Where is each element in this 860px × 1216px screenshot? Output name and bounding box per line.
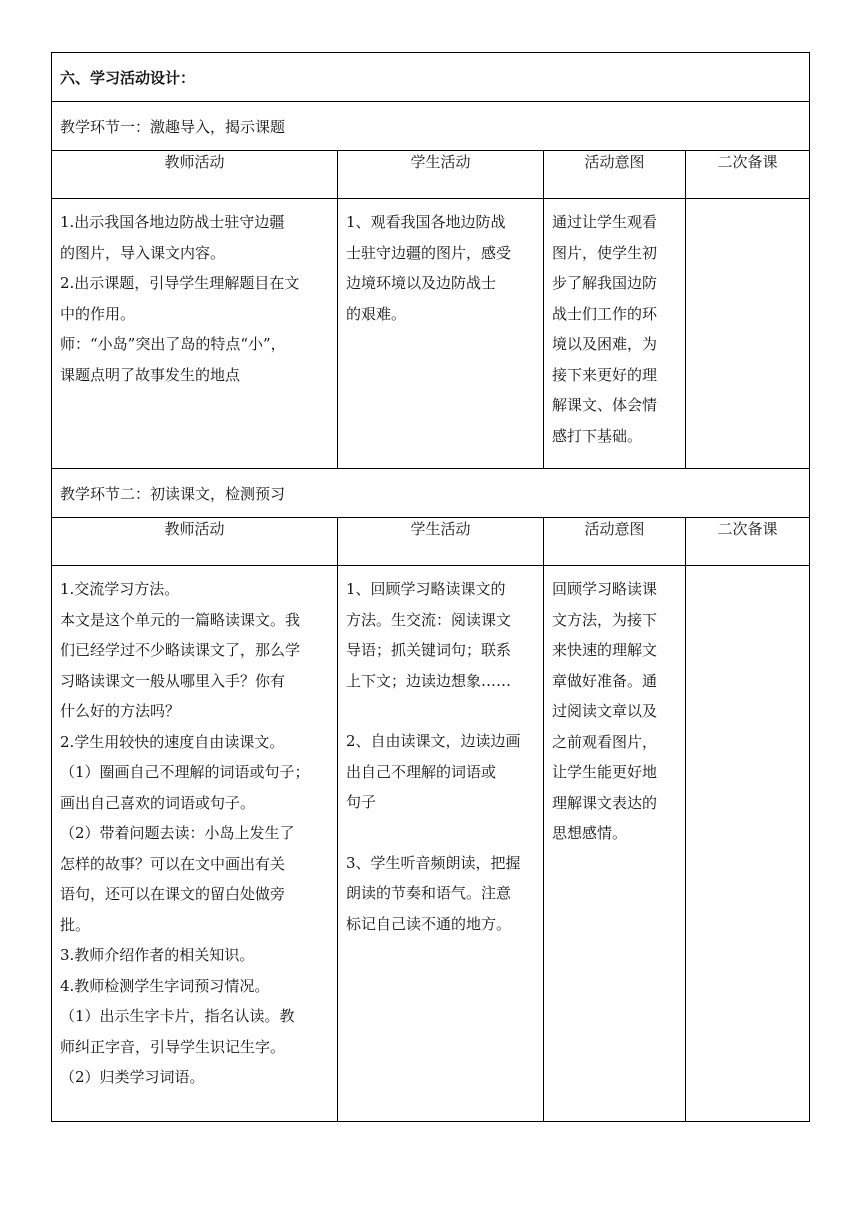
text-line: 回顾学习略读课	[552, 580, 658, 598]
text-line: 境以及困难，为	[552, 335, 658, 353]
text-line: 让学生能更好地	[552, 763, 658, 781]
text-line: 批。	[60, 915, 91, 934]
text-line: （1）圈画自己不理解的词语或句子；	[60, 763, 310, 781]
text-line: 语句，还可以在课文的留白处做旁	[60, 885, 286, 903]
text-line: 什么好的方法吗？	[60, 702, 181, 720]
header-activity-intent: 活动意图	[544, 518, 686, 566]
header-student-activity: 学生活动	[338, 518, 544, 566]
text-line: （2）归类学习词语。	[60, 1068, 205, 1086]
text-line: （2）带着问题去读：小岛上发生了	[60, 824, 295, 842]
stage-2-content-row	[52, 566, 810, 1122]
text-line: 1、观看我国各地边防战	[346, 213, 506, 231]
text-line: 思想感情。	[552, 824, 628, 842]
text-line: 1.出示我国各地边防战士驻守边疆	[60, 213, 285, 231]
header-student-activity: 学生活动	[338, 151, 544, 199]
text-line: 2.学生用较快的速度自由读课文。	[60, 732, 285, 751]
stage-2-header-row	[52, 518, 810, 566]
text-line: 的艰难。	[346, 304, 407, 323]
text-line: 战士们工作的环	[552, 304, 658, 323]
text-line: 士驻守边疆的图片，感受	[346, 243, 512, 262]
text-line: 文方法，为接下	[552, 610, 658, 629]
stage-1-title: 教学环节一：激趣导入，揭示课题	[52, 102, 810, 151]
stage-1-teacher-cell	[52, 199, 338, 469]
text-line: 步了解我国边防	[552, 274, 658, 292]
text-line: 通过让学生观看	[552, 213, 658, 231]
text-line: 标记自己读不通的地方。	[346, 914, 512, 933]
stage-2-intent-cell	[544, 566, 686, 1122]
text-line: 来快速的理解文	[552, 641, 658, 659]
text-line: 3、学生听音频朗读，把握	[346, 853, 521, 872]
text-line: 感打下基础。	[552, 426, 643, 445]
text-line: 2、自由读课文，边读边画	[346, 732, 521, 750]
text-line: 章做好准备。通	[552, 671, 658, 690]
text-line: 2.出示课题，引导学生理解题目在文	[60, 274, 300, 292]
text-line: 朗读的节奏和语气。注意	[346, 884, 512, 902]
text-line: 的图片，导入课文内容。	[60, 243, 226, 262]
section-title: 六、学习活动设计：	[52, 53, 810, 102]
text-line: 习略读课文一般从哪里入手？你有	[60, 671, 286, 690]
text-line: 们已经学过不少略读课文了，那么学	[60, 641, 301, 659]
text-line: 理解课文表达的	[552, 793, 658, 812]
header-teacher-activity: 教师活动	[52, 518, 338, 566]
stage-2-teacher-cell	[52, 566, 338, 1122]
text-line: 1、回顾学习略读课文的	[346, 580, 506, 598]
text-line: 导语；抓关键词句；联系	[346, 641, 512, 659]
text-line: 本文是这个单元的一篇略读课文。我	[60, 610, 301, 629]
text-line: 课题点明了故事发生的地点	[60, 365, 241, 384]
text-line: 上下文；边读边想象……	[346, 671, 512, 690]
text-line: 画出自己喜欢的词语或句子。	[60, 793, 256, 812]
text-line: 师：“小岛”突出了岛的特点“小”，	[60, 335, 286, 353]
activity-design-table	[51, 52, 810, 1122]
text-line: 解课文、体会情	[552, 396, 658, 414]
text-line: 方法。生交流：阅读课文	[346, 610, 512, 629]
stage-1-student-cell	[338, 199, 544, 469]
text-line: 师纠正字音，引导学生识记生字。	[60, 1037, 286, 1056]
text-line: 怎样的故事？可以在文中画出有关	[60, 854, 286, 873]
stage-2-title: 教学环节二：初读课文，检测预习	[52, 469, 810, 518]
header-teacher-activity: 教师活动	[52, 151, 338, 199]
text-line: 图片，使学生初	[552, 243, 658, 262]
text-line: 句子	[346, 793, 377, 811]
text-line: 过阅读文章以及	[552, 702, 658, 720]
text-line: 出自己不理解的词语或	[346, 762, 497, 781]
text-line: 1.交流学习方法。	[60, 580, 180, 598]
stage-1-intent-cell	[544, 199, 686, 469]
header-second-prep: 二次备课	[686, 151, 810, 199]
text-line: 边境环境以及边防战士	[346, 274, 497, 292]
text-line: 中的作用。	[60, 304, 136, 323]
stage-1-content-row	[52, 199, 810, 469]
stage-1-header-row	[52, 151, 810, 199]
text-line: 3.教师介绍作者的相关知识。	[60, 946, 255, 964]
text-line: 之前观看图片，	[552, 732, 658, 751]
header-second-prep: 二次备课	[686, 518, 810, 566]
stage-2-second-prep-cell	[686, 566, 810, 1122]
stage-1-second-prep-cell	[686, 199, 810, 469]
stage-2-student-cell	[338, 566, 544, 1122]
text-line: 4.教师检测学生字词预习情况。	[60, 976, 270, 995]
header-activity-intent: 活动意图	[544, 151, 686, 199]
text-line: （1）出示生字卡片，指名认读。教	[60, 1007, 295, 1025]
text-line: 接下来更好的理	[552, 365, 658, 384]
